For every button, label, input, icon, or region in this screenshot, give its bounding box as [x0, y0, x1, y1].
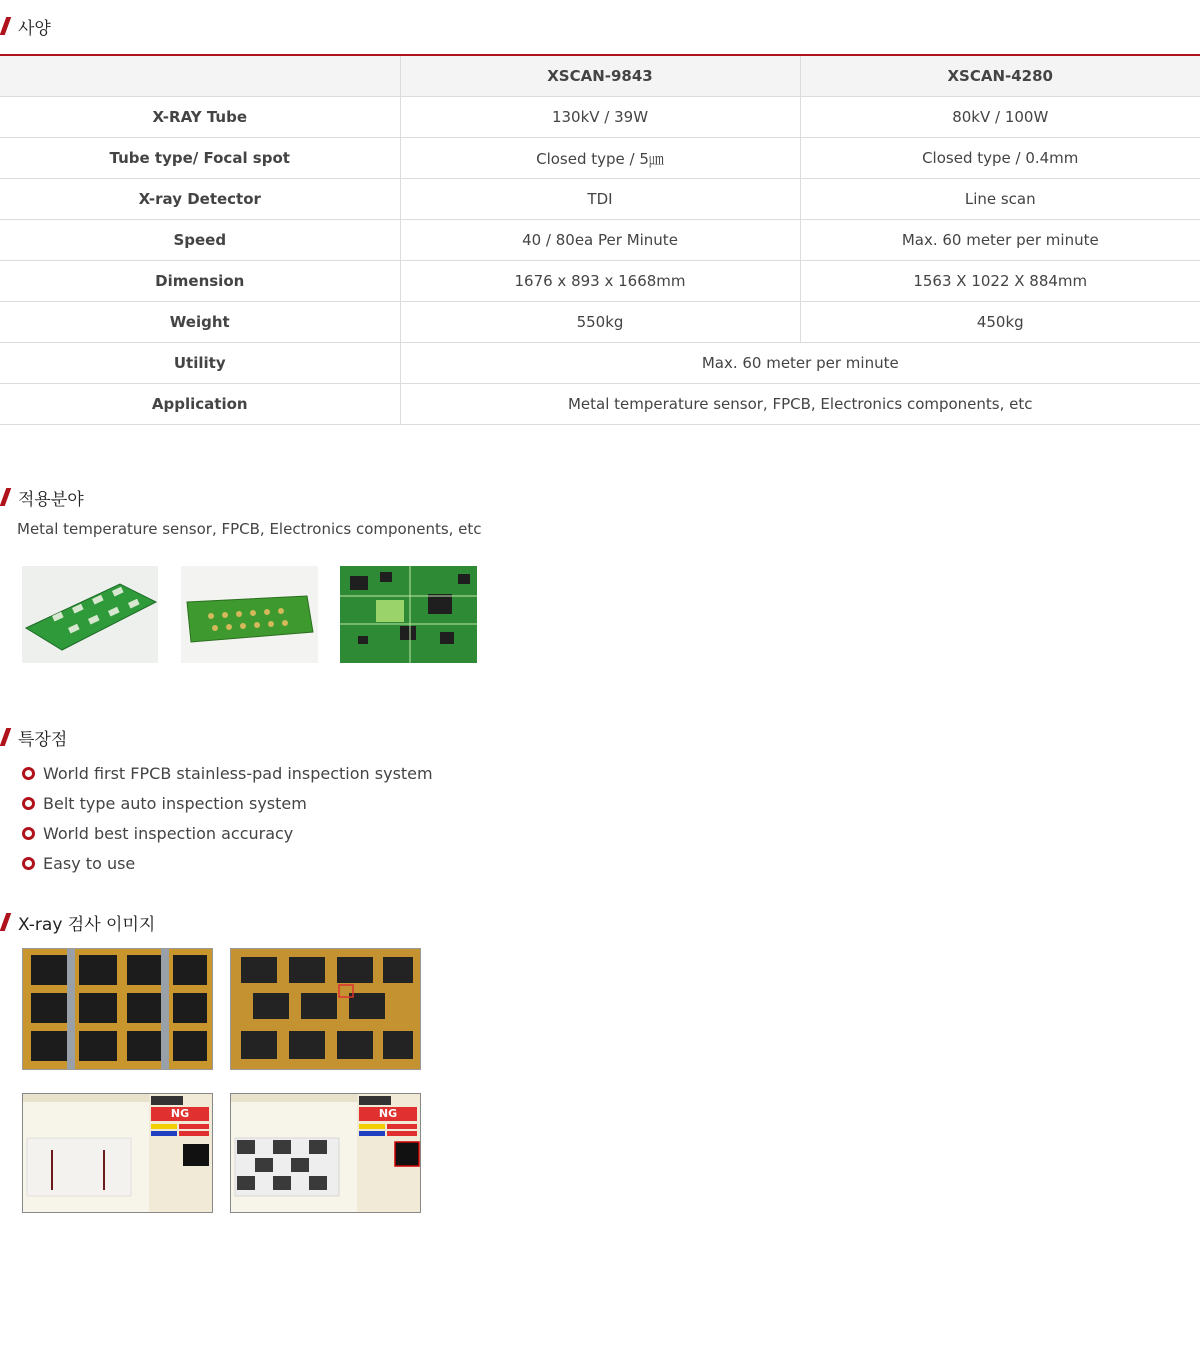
pcb-image-3 — [340, 566, 477, 663]
section-marker-icon — [0, 913, 12, 931]
spec-row-label: X-RAY Tube — [0, 97, 400, 138]
inspection-screen-1 — [22, 1093, 213, 1213]
spec-cell: 1563 X 1022 X 884mm — [800, 261, 1200, 302]
feature-text: Belt type auto inspection system — [43, 793, 307, 813]
spec-section-title — [0, 14, 51, 38]
spec-header-model-2: XSCAN-4280 — [800, 55, 1200, 97]
xray-image-2 — [230, 948, 421, 1070]
spec-cell: Line scan — [800, 179, 1200, 220]
ng-status-label: NG — [170, 1107, 190, 1120]
circle-bullet-icon — [22, 857, 35, 870]
spec-cell: 550kg — [400, 302, 800, 343]
spec-cell: 130kV / 39W — [400, 97, 800, 138]
spec-row-label: Speed — [0, 220, 400, 261]
spec-cell: Closed type / 5㎛ — [400, 138, 800, 179]
feature-text: Easy to use — [43, 853, 136, 873]
applications-section-title — [0, 485, 84, 509]
spec-cell: 450kg — [800, 302, 1200, 343]
spec-header-row — [0, 55, 1200, 97]
circle-bullet-icon — [22, 827, 35, 840]
spec-row — [0, 261, 1200, 302]
spec-title-text: 사양 — [18, 18, 51, 39]
spec-row-label: Utility — [0, 343, 400, 384]
pcb-image-2 — [181, 566, 318, 663]
spec-cell: 40 / 80ea Per Minute — [400, 220, 800, 261]
spec-cell: 1676 x 893 x 1668mm — [400, 261, 800, 302]
xray-title-text: X-ray 검사 이미지 — [18, 914, 156, 935]
ng-status-label: NG — [378, 1107, 398, 1120]
spec-row — [0, 179, 1200, 220]
applications-title-text: 적용분야 — [18, 489, 84, 510]
spec-row — [0, 302, 1200, 343]
xray-image-1 — [22, 948, 213, 1070]
applications-description: Metal temperature sensor, FPCB, Electronics components, etc — [17, 520, 482, 538]
spec-row-merged — [0, 384, 1200, 425]
spec-cell: Closed type / 0.4mm — [800, 138, 1200, 179]
spec-row-label: Tube type/ Focal spot — [0, 138, 400, 179]
feature-item — [22, 758, 433, 788]
feature-text: World first FPCB stainless-pad inspection system — [43, 763, 433, 783]
spec-row-label: Weight — [0, 302, 400, 343]
spec-table — [0, 54, 1200, 425]
feature-item — [22, 848, 433, 878]
spec-row-label: Application — [0, 384, 400, 425]
section-marker-icon — [0, 728, 12, 746]
spec-row — [0, 97, 1200, 138]
features-section-title — [0, 725, 67, 749]
pcb-image-1 — [22, 566, 158, 663]
spec-cell-merged: Metal temperature sensor, FPCB, Electronics components, etc — [400, 384, 1200, 425]
spec-row-merged — [0, 343, 1200, 384]
spec-cell-merged: Max. 60 meter per minute — [400, 343, 1200, 384]
section-marker-icon — [0, 488, 12, 506]
spec-row-label: Dimension — [0, 261, 400, 302]
circle-bullet-icon — [22, 767, 35, 780]
spec-row-label: X-ray Detector — [0, 179, 400, 220]
spec-row — [0, 138, 1200, 179]
features-title-text: 특장점 — [18, 729, 68, 750]
feature-item — [22, 818, 433, 848]
spec-header-model-1: XSCAN-9843 — [400, 55, 800, 97]
circle-bullet-icon — [22, 797, 35, 810]
spec-row — [0, 220, 1200, 261]
spec-cell: Max. 60 meter per minute — [800, 220, 1200, 261]
spec-cell: TDI — [400, 179, 800, 220]
spec-header-empty — [0, 55, 400, 97]
spec-cell: 80kV / 100W — [800, 97, 1200, 138]
xray-section-title — [0, 910, 155, 934]
inspection-screen-2 — [230, 1093, 421, 1213]
features-list — [22, 758, 433, 878]
section-marker-icon — [0, 17, 12, 35]
feature-item — [22, 788, 433, 818]
feature-text: World best inspection accuracy — [43, 823, 294, 843]
